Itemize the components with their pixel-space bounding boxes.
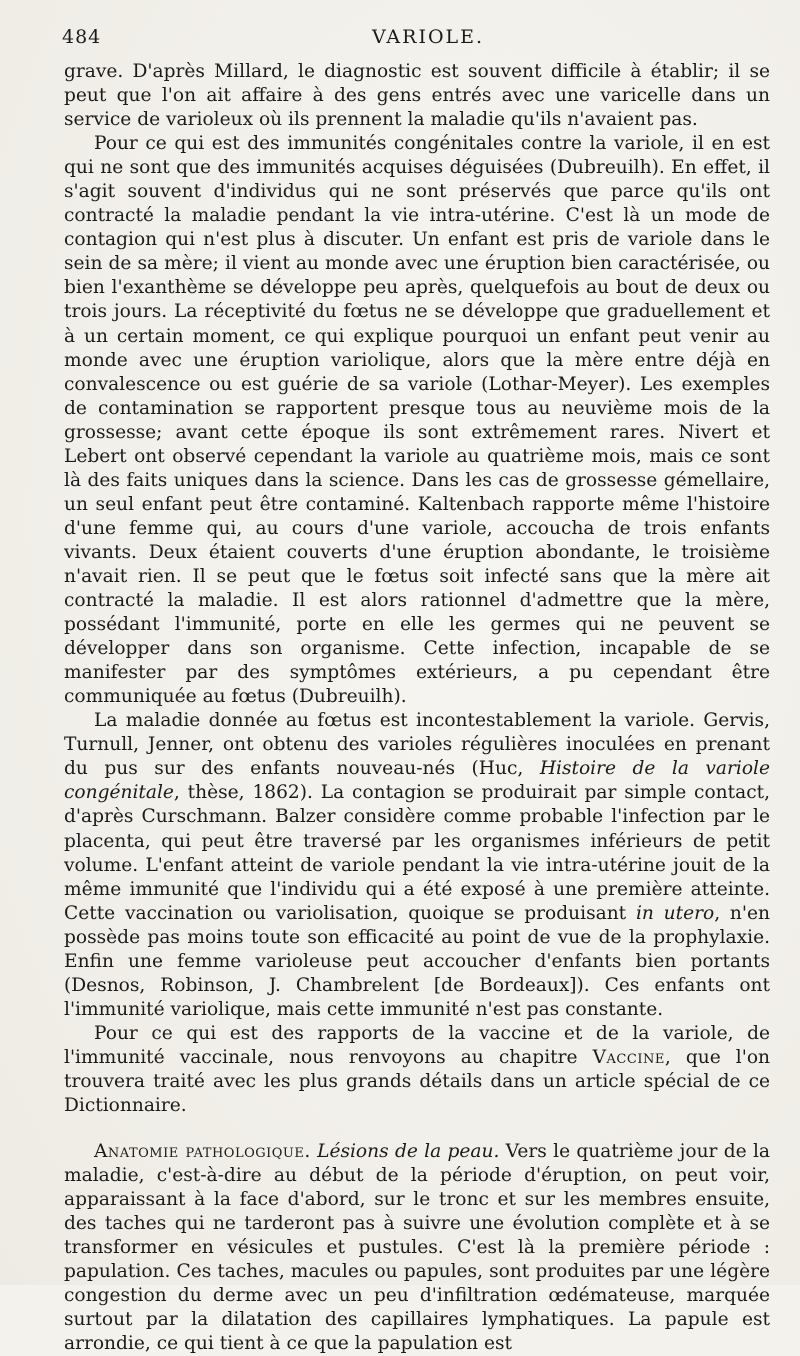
section-heading: Anatomie pathologique. [94, 1141, 311, 1163]
page-number: 484 [62, 26, 102, 48]
paragraph-5 [64, 1140, 770, 1356]
in-utero-term: in utero [635, 902, 715, 924]
paragraph-4-text-a: Pour ce qui est des rapports de la vaccine et de la variole, de l'immunité vaccinale, nous renvoyons au chapitre [64, 1022, 770, 1068]
paragraph-1: grave. D'après Millard, le diagnostic est souvent difficile à établir; il se peut que l'on ait affaire à des gens entrés avec une varicelle dans un service de varioleux où ils prennent la maladie qu'ils n'avaient pas. [64, 61, 770, 131]
paragraph-3-text-a: La maladie donnée au fœtus est incontestablement la variole. Gervis, Turnull, Jenner, ont obtenu des varioles régulières inoculées en prenant du pus sur des enfants nouveau-nés (Huc, [64, 710, 770, 780]
paragraph-5-text: Vers le quatrième jour de la maladie, c'est-à-dire au début de la période d'éruption, on peut voir, apparaissant à la face d'abord, sur le tronc et sur les membres ensuite, des taches qui ne tarderont pas à suivre une évolution complète et à se transformer en vésicules et pustules. C'est là la première période : papulation. Ces taches, macules ou papules, sont produites par une légère congestion du derme avec un peu d'infiltration œdémateuse, marquée surtout par la dilatation des capillaires lymphatiques. La papule est arrondie, ce qui tient à ce que la papulation est [64, 1141, 770, 1355]
paragraph-3-text-b: , thèse, 1862). La contagion se produirait par simple contact, d'après Curschmann. Balzer considère comme probable l'infection par le placenta, qui peut être traversé par les organismes inférieurs de petit volume. L'enfant atteint de variole pendant la vie intra-utérine jouit de la même immunité que l'individu qui a été exposé à une première atteinte. Cette vaccination ou variolisation, quoique se produisant [64, 782, 770, 924]
running-title: VARIOLE. [372, 26, 485, 48]
thesis-title: Histoire de la variole congénitale [64, 758, 770, 804]
body-text [64, 60, 770, 1356]
paragraph-2: Pour ce qui est des immunités congénitales contre la variole, il en est qui ne sont que des immunités acquises déguisées (Dubreuilh). En effet, il s'agit souvent d'individus qui ne sont préservés que parce qu'ils ont contracté la maladie pendant la vie intra-utérine. C'est là un mode de contagion qui n'est plus à discuter. Un enfant est pris de variole dans le sein de sa mère; il vient au monde avec une éruption bien caractérisée, ou bien l'exanthème se développe peu après, quelquefois au bout de deux ou trois jours. La réceptivité du fœtus ne se développe que graduellement et à un certain moment, ce qui explique pourquoi un enfant peut venir au monde avec une éruption variolique, alors que la mère entre déjà en convalescence ou est guérie de sa variole (Lothar-Meyer). Les exemples de contamination se rapportent presque tous au neuvième mois de la grossesse; avant cette époque ils sont extrêmement rares. Nivert et Lebert ont observé cependant la variole au quatrième mois, mais ce sont là des faits uniques dans la science. Dans les cas de grossesse gémellaire, un seul enfant peut être contaminé. Kaltenbach rapporte même l'histoire d'une femme qui, au cours d'une variole, accoucha de trois enfants vivants. Deux étaient couverts d'une éruption abondante, le troisième n'avait rien. Il se peut que le fœtus soit infecté sans que la mère ait contracté la maladie. Il est alors rationnel d'admettre que la mère, possédant l'immunité, porte en elle les germes qui ne peuvent se développer dans son organisme. Cette infection, incapable de se manifester par des symptômes extérieurs, a pu cependant être communiquée au fœtus (Dubreuilh). [64, 133, 770, 708]
paragraph-4 [64, 1022, 770, 1118]
page-header [62, 26, 760, 56]
paragraph-4-text-b: , que l'on trouvera traité avec les plus grands détails dans un article spécial de ce Dictionnaire. [64, 1046, 771, 1117]
section-gap [64, 1118, 770, 1140]
section-subheading: Lésions de la peau. [317, 1141, 500, 1163]
chapter-reference: Vaccine [592, 1046, 665, 1068]
paragraph-3 [64, 709, 770, 1022]
paragraph-3-text-c: , n'en possède pas moins toute son efficacité au point de vue de la prophylaxie. Enfin une femme varioleuse peut accoucher d'enfants bien portants (Desnos, Robinson, J. Chambrelent [de Bordeaux]). Ces enfants ont l'immunité variolique, mais cette immunité n'est pas constante. [64, 902, 770, 1020]
